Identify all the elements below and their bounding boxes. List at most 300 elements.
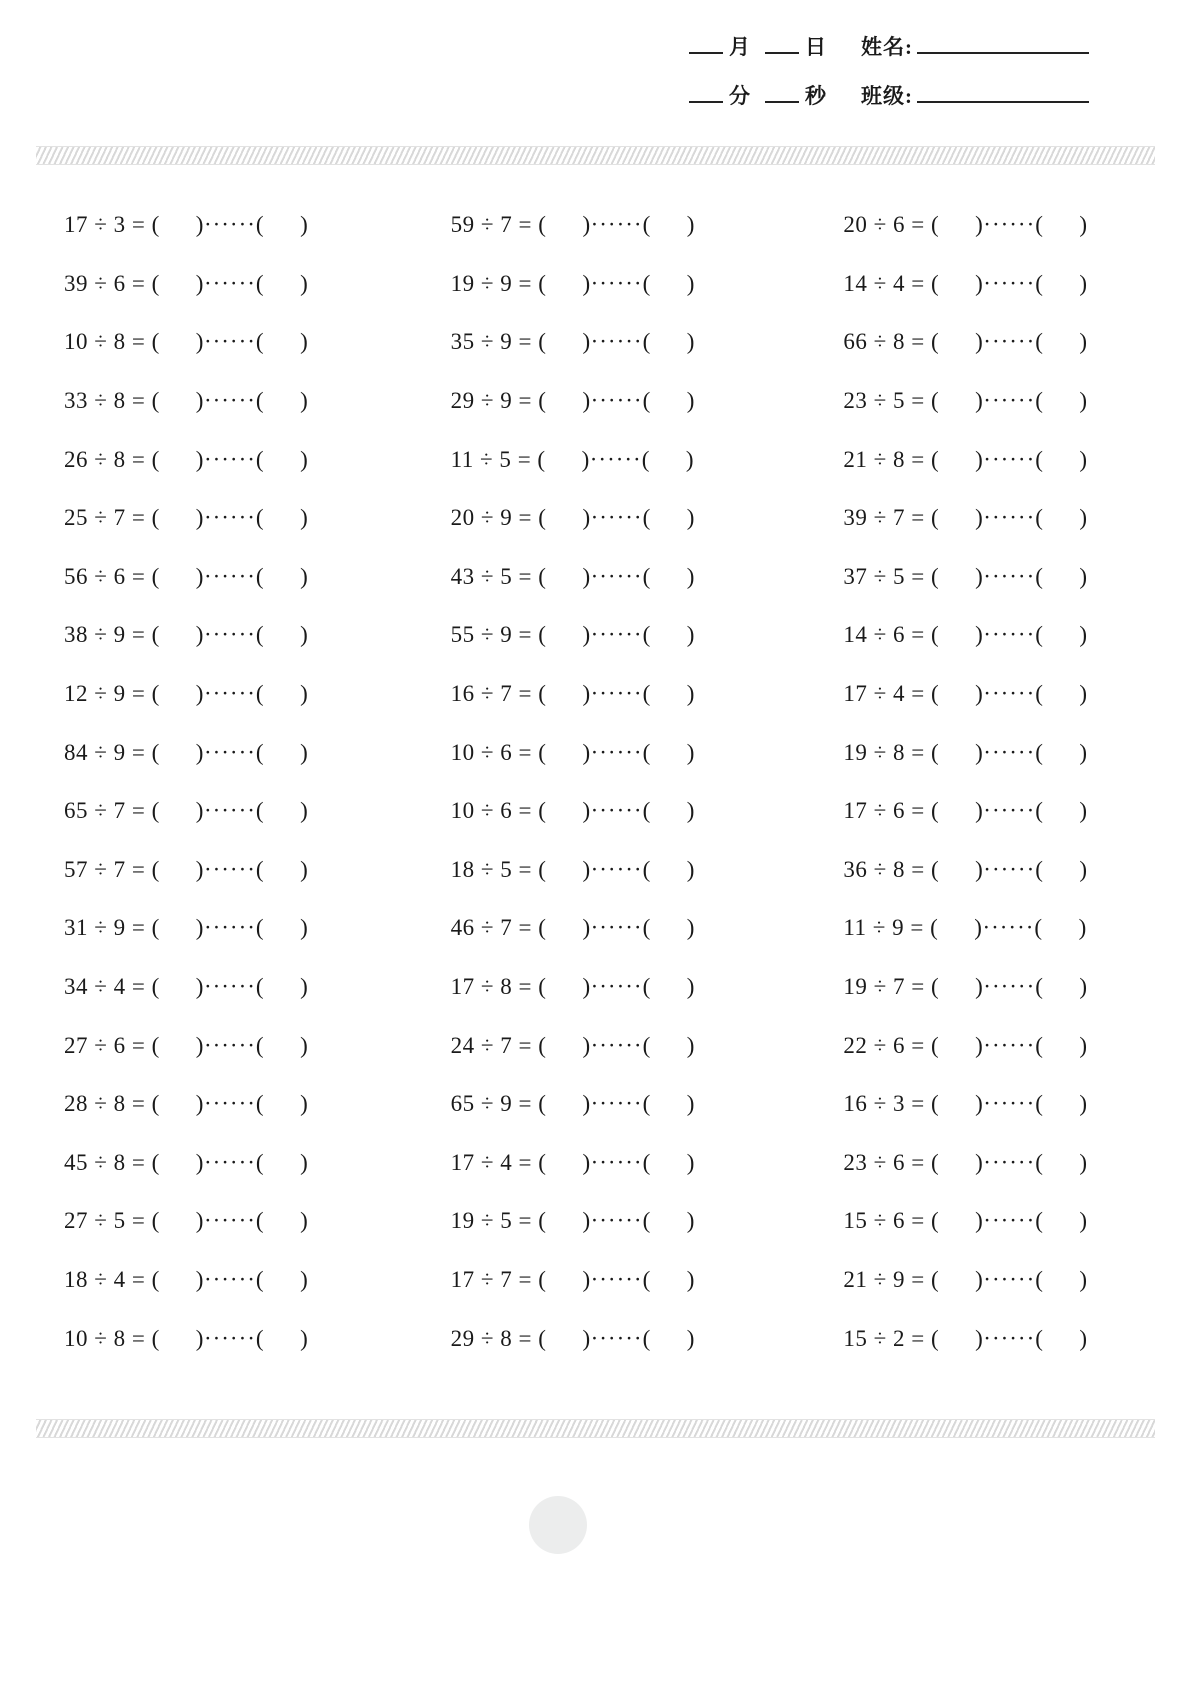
remainder-paren-close: ) [300, 212, 309, 238]
equals-sign: = [904, 856, 931, 882]
remainder-paren-close: ) [1079, 446, 1088, 472]
remainder-paren-open: ( [255, 915, 265, 941]
equals-sign: = [125, 739, 152, 765]
remainder-paren-open: ( [255, 329, 265, 355]
equals-sign: = [125, 388, 152, 414]
quotient-paren-open: ( [930, 388, 940, 414]
remainder-dots: ······ [983, 974, 1036, 1000]
remainder-dots: ······ [590, 1266, 643, 1292]
remainder-paren-close: ) [300, 681, 309, 707]
remainder-paren-open: ( [255, 622, 265, 648]
equals-sign: = [904, 446, 931, 472]
remainder-dots: ······ [590, 739, 643, 765]
quotient-paren-close: ) [582, 974, 591, 1000]
problem-cell [413, 430, 770, 489]
second-blank[interactable] [765, 101, 799, 103]
problem-expression: 57 ÷ 7 [64, 856, 126, 882]
quotient-paren-open: ( [538, 329, 547, 355]
remainder-paren-open: ( [642, 974, 651, 1000]
quotient-paren-open: ( [930, 1208, 940, 1234]
remainder-paren-close: ) [1079, 1091, 1088, 1117]
problem-expression: 22 ÷ 6 [843, 1032, 905, 1058]
problem-expression: 16 ÷ 7 [450, 681, 513, 707]
problem-cell [769, 723, 1126, 782]
quotient-paren-open: ( [151, 563, 160, 589]
remainder-dots: ······ [983, 329, 1036, 355]
quotient-paren-close: ) [582, 1208, 591, 1234]
equals-sign: = [904, 622, 931, 648]
quotient-paren-close: ) [974, 915, 983, 941]
quotient-paren-open: ( [151, 1266, 160, 1292]
second-label: 秒 [805, 84, 827, 109]
quotient-paren-close: ) [195, 329, 204, 355]
remainder-dots: ······ [590, 681, 643, 707]
equals-sign: = [125, 505, 152, 531]
problem-expression: 28 ÷ 8 [64, 1091, 126, 1117]
problem-expression: 10 ÷ 6 [450, 798, 513, 824]
quotient-paren-close: ) [975, 622, 984, 648]
remainder-paren-open: ( [1035, 1266, 1044, 1292]
date-row [689, 36, 1109, 59]
equals-sign: = [512, 915, 539, 941]
problem-cell [769, 782, 1126, 841]
equals-sign: = [512, 1032, 539, 1058]
problem-cell [413, 958, 770, 1017]
remainder-paren-close: ) [1079, 329, 1088, 355]
remainder-paren-close: ) [686, 856, 695, 882]
problem-cell [56, 1251, 413, 1310]
remainder-dots: ······ [590, 1208, 643, 1234]
problem-cell [769, 1309, 1126, 1368]
problem-cell [769, 489, 1126, 548]
problem-grid [56, 196, 1126, 1368]
remainder-paren-open: ( [642, 270, 651, 296]
remainder-paren-close: ) [686, 1208, 695, 1234]
month-blank[interactable] [689, 52, 723, 54]
quotient-paren-close: ) [582, 739, 591, 765]
equals-sign: = [511, 446, 538, 472]
problem-cell [56, 899, 413, 958]
equals-sign: = [904, 1325, 931, 1351]
problem-cell [769, 313, 1126, 372]
problem-cell [413, 606, 770, 665]
equals-sign: = [904, 739, 931, 765]
remainder-dots: ······ [983, 739, 1036, 765]
problem-expression: 65 ÷ 7 [64, 798, 126, 824]
remainder-dots: ······ [983, 388, 1036, 414]
equals-sign: = [904, 1149, 931, 1175]
quotient-paren-open: ( [151, 505, 160, 531]
problem-expression: 15 ÷ 6 [843, 1208, 905, 1234]
remainder-paren-close: ) [1079, 622, 1088, 648]
remainder-dots: ······ [983, 1091, 1036, 1117]
quotient-paren-open: ( [538, 681, 547, 707]
remainder-paren-open: ( [642, 212, 651, 238]
equals-sign: = [125, 212, 152, 238]
quotient-paren-close: ) [195, 1325, 204, 1351]
remainder-dots: ······ [203, 446, 256, 472]
remainder-paren-open: ( [255, 1149, 265, 1175]
remainder-dots: ······ [590, 388, 643, 414]
equals-sign: = [125, 681, 152, 707]
equals-sign: = [512, 212, 539, 238]
equals-sign: = [904, 1266, 931, 1292]
remainder-paren-open: ( [1035, 270, 1044, 296]
remainder-paren-close: ) [1079, 739, 1088, 765]
remainder-dots: ······ [983, 622, 1036, 648]
problem-cell [769, 1192, 1126, 1251]
remainder-paren-open: ( [1035, 1325, 1044, 1351]
quotient-paren-open: ( [538, 563, 547, 589]
problem-expression: 36 ÷ 8 [843, 856, 905, 882]
bottom-divider [36, 1419, 1155, 1438]
quotient-paren-close: ) [195, 563, 204, 589]
problem-cell [56, 1134, 413, 1193]
name-label: 姓名: [861, 35, 913, 59]
quotient-paren-open: ( [151, 446, 160, 472]
quotient-paren-close: ) [195, 212, 204, 238]
quotient-paren-close: ) [582, 388, 591, 414]
remainder-paren-open: ( [255, 1208, 265, 1234]
remainder-paren-close: ) [1079, 505, 1088, 531]
remainder-paren-open: ( [1035, 1208, 1044, 1234]
remainder-dots: ······ [590, 915, 643, 941]
quotient-paren-close: ) [195, 681, 204, 707]
remainder-paren-close: ) [1079, 1149, 1088, 1175]
quotient-paren-open: ( [151, 1091, 160, 1117]
remainder-paren-close: ) [686, 1091, 695, 1117]
quotient-paren-open: ( [930, 563, 940, 589]
quotient-paren-open: ( [930, 270, 940, 296]
problem-expression: 10 ÷ 8 [64, 1325, 126, 1351]
problem-cell [56, 313, 413, 372]
quotient-paren-close: ) [195, 798, 204, 824]
equals-sign: = [125, 798, 152, 824]
equals-sign: = [904, 1032, 931, 1058]
quotient-paren-close: ) [195, 505, 204, 531]
remainder-paren-close: ) [1079, 798, 1088, 824]
remainder-dots: ······ [983, 681, 1036, 707]
remainder-dots: ······ [589, 446, 642, 472]
quotient-paren-close: ) [195, 1032, 204, 1058]
remainder-dots: ······ [590, 856, 643, 882]
remainder-dots: ······ [203, 388, 256, 414]
remainder-dots: ······ [590, 1032, 643, 1058]
problem-expression: 29 ÷ 9 [450, 388, 513, 414]
remainder-dots: ······ [983, 505, 1036, 531]
quotient-paren-open: ( [151, 622, 160, 648]
equals-sign: = [125, 329, 152, 355]
problem-cell [56, 1309, 413, 1368]
quotient-paren-open: ( [538, 798, 547, 824]
quotient-paren-close: ) [195, 1149, 204, 1175]
problem-cell [413, 841, 770, 900]
remainder-dots: ······ [203, 505, 256, 531]
problem-cell [769, 1016, 1126, 1075]
problem-cell [413, 665, 770, 724]
remainder-dots: ······ [590, 563, 643, 589]
remainder-dots: ······ [983, 270, 1036, 296]
time-row [689, 85, 1109, 108]
quotient-paren-open: ( [151, 1325, 160, 1351]
remainder-paren-close: ) [300, 1091, 309, 1117]
equals-sign: = [512, 563, 539, 589]
quotient-paren-close: ) [582, 798, 591, 824]
quotient-paren-close: ) [582, 1091, 591, 1117]
remainder-paren-close: ) [1078, 915, 1087, 941]
equals-sign: = [125, 446, 152, 472]
remainder-paren-open: ( [642, 1208, 651, 1234]
remainder-dots: ······ [203, 915, 256, 941]
problem-cell [769, 372, 1126, 431]
equals-sign: = [125, 563, 152, 589]
equals-sign: = [512, 329, 539, 355]
remainder-paren-close: ) [300, 1149, 309, 1175]
quotient-paren-close: ) [975, 329, 984, 355]
quotient-paren-close: ) [581, 446, 590, 472]
remainder-paren-open: ( [1035, 856, 1044, 882]
problem-expression: 16 ÷ 3 [843, 1091, 905, 1117]
problem-cell [56, 430, 413, 489]
quotient-paren-close: ) [582, 1032, 591, 1058]
problem-cell [56, 1192, 413, 1251]
remainder-paren-open: ( [642, 1325, 651, 1351]
equals-sign: = [512, 1149, 539, 1175]
remainder-paren-open: ( [642, 915, 651, 941]
quotient-paren-close: ) [975, 1032, 984, 1058]
equals-sign: = [512, 798, 539, 824]
remainder-paren-open: ( [641, 446, 650, 472]
problem-expression: 18 ÷ 4 [64, 1266, 126, 1292]
remainder-dots: ······ [983, 563, 1036, 589]
remainder-paren-open: ( [255, 681, 265, 707]
quotient-paren-open: ( [538, 388, 547, 414]
remainder-paren-close: ) [686, 622, 695, 648]
equals-sign: = [512, 974, 539, 1000]
remainder-dots: ······ [982, 915, 1035, 941]
problem-expression: 15 ÷ 2 [843, 1325, 905, 1351]
problem-expression: 46 ÷ 7 [450, 915, 513, 941]
remainder-dots: ······ [590, 1091, 643, 1117]
remainder-paren-close: ) [1079, 1032, 1088, 1058]
top-divider [36, 146, 1155, 165]
problem-expression: 20 ÷ 9 [450, 505, 513, 531]
day-blank[interactable] [765, 52, 799, 54]
problem-cell [413, 255, 770, 314]
equals-sign: = [904, 329, 931, 355]
remainder-paren-open: ( [255, 974, 265, 1000]
quotient-paren-close: ) [582, 1149, 591, 1175]
quotient-paren-open: ( [151, 798, 160, 824]
remainder-paren-close: ) [686, 739, 695, 765]
problem-expression: 38 ÷ 9 [64, 622, 126, 648]
problem-expression: 24 ÷ 7 [450, 1032, 513, 1058]
problem-expression: 55 ÷ 9 [450, 622, 513, 648]
problem-expression: 17 ÷ 3 [64, 212, 126, 238]
quotient-paren-close: ) [195, 1208, 204, 1234]
quotient-paren-open: ( [151, 1032, 160, 1058]
equals-sign: = [512, 270, 539, 296]
quotient-paren-open: ( [538, 1325, 547, 1351]
quotient-paren-open: ( [930, 1091, 940, 1117]
remainder-paren-open: ( [1035, 1032, 1044, 1058]
remainder-paren-open: ( [642, 329, 651, 355]
problem-expression: 84 ÷ 9 [64, 739, 126, 765]
remainder-paren-close: ) [300, 974, 309, 1000]
problem-cell [413, 1134, 770, 1193]
quotient-paren-open: ( [538, 270, 547, 296]
problem-cell [769, 899, 1126, 958]
quotient-paren-close: ) [975, 856, 984, 882]
quotient-paren-close: ) [195, 1266, 204, 1292]
quotient-paren-open: ( [151, 270, 160, 296]
equals-sign: = [904, 388, 931, 414]
quotient-paren-open: ( [151, 856, 160, 882]
remainder-paren-close: ) [686, 563, 695, 589]
equals-sign: = [512, 505, 539, 531]
remainder-paren-open: ( [642, 388, 651, 414]
remainder-paren-open: ( [255, 446, 265, 472]
problem-expression: 10 ÷ 6 [450, 739, 513, 765]
remainder-paren-open: ( [255, 739, 265, 765]
equals-sign: = [512, 622, 539, 648]
remainder-dots: ······ [203, 681, 256, 707]
quotient-paren-open: ( [538, 1266, 547, 1292]
problem-expression: 27 ÷ 5 [64, 1208, 126, 1234]
equals-sign: = [125, 1325, 152, 1351]
problem-cell [413, 489, 770, 548]
remainder-paren-close: ) [300, 1266, 309, 1292]
remainder-paren-close: ) [686, 1149, 695, 1175]
minute-blank[interactable] [689, 101, 723, 103]
quotient-paren-close: ) [582, 1325, 591, 1351]
problem-cell [56, 196, 413, 255]
remainder-dots: ······ [203, 974, 256, 1000]
quotient-paren-close: ) [582, 329, 591, 355]
quotient-paren-open: ( [930, 446, 940, 472]
remainder-paren-open: ( [255, 1091, 265, 1117]
remainder-paren-open: ( [642, 1032, 651, 1058]
remainder-dots: ······ [203, 1266, 256, 1292]
equals-sign: = [125, 1032, 152, 1058]
remainder-dots: ······ [590, 212, 643, 238]
quotient-paren-close: ) [975, 270, 984, 296]
problem-cell [56, 372, 413, 431]
problem-expression: 17 ÷ 4 [450, 1149, 513, 1175]
quotient-paren-close: ) [975, 1266, 984, 1292]
remainder-dots: ······ [203, 1208, 256, 1234]
remainder-paren-close: ) [1079, 856, 1088, 882]
remainder-paren-open: ( [642, 622, 651, 648]
equals-sign: = [125, 915, 152, 941]
remainder-paren-open: ( [642, 856, 651, 882]
remainder-paren-open: ( [255, 505, 265, 531]
remainder-paren-close: ) [300, 505, 309, 531]
quotient-paren-close: ) [195, 1091, 204, 1117]
remainder-dots: ······ [590, 974, 643, 1000]
remainder-paren-close: ) [686, 212, 695, 238]
quotient-paren-open: ( [930, 739, 940, 765]
problem-cell [413, 723, 770, 782]
equals-sign: = [904, 974, 931, 1000]
problem-expression: 10 ÷ 8 [64, 329, 126, 355]
quotient-paren-open: ( [538, 856, 547, 882]
class-blank[interactable] [917, 101, 1089, 103]
problem-cell [56, 841, 413, 900]
remainder-dots: ······ [983, 856, 1036, 882]
remainder-paren-open: ( [255, 1325, 265, 1351]
remainder-paren-open: ( [255, 270, 265, 296]
remainder-paren-close: ) [1079, 1208, 1088, 1234]
remainder-paren-close: ) [300, 563, 309, 589]
name-blank[interactable] [917, 52, 1089, 54]
quotient-paren-open: ( [538, 1149, 547, 1175]
problem-expression: 56 ÷ 6 [64, 563, 126, 589]
equals-sign: = [125, 1208, 152, 1234]
problem-expression: 23 ÷ 6 [843, 1149, 905, 1175]
problem-cell [56, 489, 413, 548]
remainder-paren-close: ) [686, 388, 695, 414]
remainder-dots: ······ [983, 1266, 1036, 1292]
quotient-paren-close: ) [975, 1325, 984, 1351]
problem-cell [413, 372, 770, 431]
remainder-paren-close: ) [300, 329, 309, 355]
equals-sign: = [125, 856, 152, 882]
equals-sign: = [125, 1149, 152, 1175]
problem-expression: 26 ÷ 8 [64, 446, 126, 472]
quotient-paren-open: ( [930, 622, 940, 648]
remainder-paren-close: ) [686, 681, 695, 707]
quotient-paren-open: ( [930, 856, 940, 882]
quotient-paren-close: ) [975, 1149, 984, 1175]
remainder-paren-open: ( [255, 798, 265, 824]
quotient-paren-close: ) [582, 681, 591, 707]
problem-cell [769, 958, 1126, 1017]
problem-cell [413, 196, 770, 255]
class-label: 班级: [861, 84, 913, 109]
remainder-paren-close: ) [686, 329, 695, 355]
quotient-paren-open: ( [538, 622, 547, 648]
problem-cell [769, 548, 1126, 607]
equals-sign: = [125, 974, 152, 1000]
quotient-paren-close: ) [582, 1266, 591, 1292]
problem-cell [413, 313, 770, 372]
problem-cell [769, 196, 1126, 255]
remainder-paren-open: ( [1035, 563, 1044, 589]
problem-expression: 17 ÷ 6 [843, 798, 905, 824]
quotient-paren-close: ) [195, 915, 204, 941]
remainder-paren-open: ( [1034, 915, 1043, 941]
quotient-paren-close: ) [582, 212, 591, 238]
problem-cell [413, 1309, 770, 1368]
problem-cell [769, 430, 1126, 489]
remainder-paren-open: ( [255, 856, 265, 882]
problem-cell [769, 1134, 1126, 1193]
problem-expression: 17 ÷ 4 [843, 681, 905, 707]
problem-expression: 45 ÷ 8 [64, 1149, 126, 1175]
remainder-paren-close: ) [1079, 270, 1088, 296]
remainder-paren-open: ( [642, 505, 651, 531]
problem-cell [413, 548, 770, 607]
remainder-dots: ······ [590, 1325, 643, 1351]
quotient-paren-close: ) [975, 739, 984, 765]
remainder-dots: ······ [203, 1032, 256, 1058]
equals-sign: = [125, 1091, 152, 1117]
equals-sign: = [512, 739, 539, 765]
remainder-paren-close: ) [1079, 1266, 1088, 1292]
quotient-paren-open: ( [930, 681, 940, 707]
remainder-dots: ······ [983, 1032, 1036, 1058]
